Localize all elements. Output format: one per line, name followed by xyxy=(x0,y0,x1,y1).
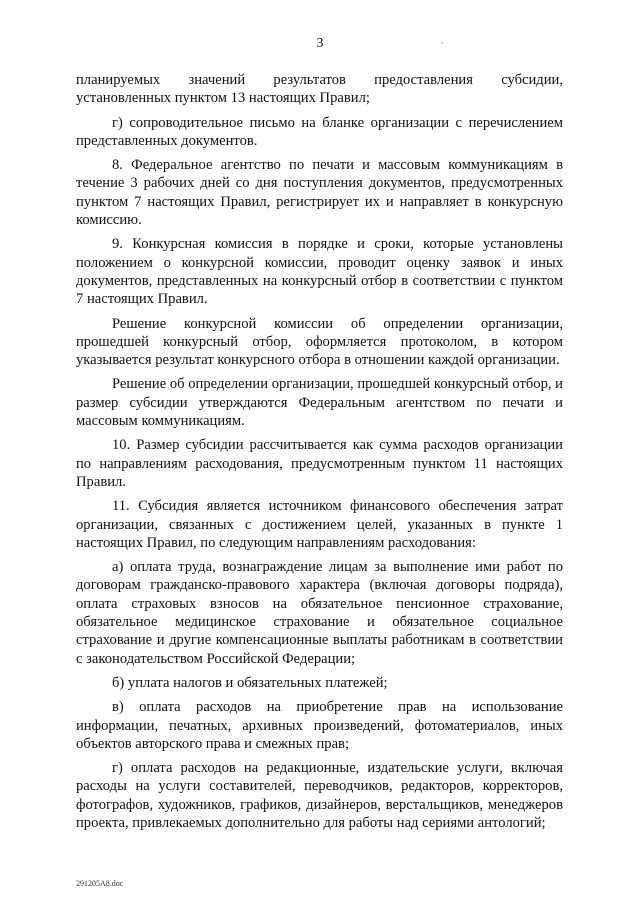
paragraph-11: 11. Субсидия является источником финансового обеспечения затрат организации, связанных с достижением целей, указанных в пункте 1 настоящих Правил, по следующим направлениям расходования: xyxy=(76,498,563,551)
paragraph-11g: г) оплата расходов на редакционные, издательские услуги, включая расходы на услуги составителей, переводчиков, редакторов, корректоров, фотографов, художников, графиков, дизайнеров, верстальщиков, менеджеров проекта, привлекаемых дополнительно для работы над сериями антологий; xyxy=(76,760,563,831)
scan-speck xyxy=(441,42,443,44)
page-number: 3 xyxy=(316,36,324,51)
paragraph-11b: б) уплата налогов и обязательных платежей; xyxy=(112,674,388,691)
paragraph-9-decision: Решение конкурсной комиссии об определении организации, прошедшей конкурсный отбор, оформляется протоколом, в котором указывается результат конкурсного отбора в отношении каждой организации. xyxy=(76,315,563,369)
footer-file-code: 291205A8.doc xyxy=(76,879,124,888)
paragraph-9-approval: Решение об определении организации, прошедшей конкурсный отбор, и размер субсидии утверждаются Федеральным агентством по печати и массовым коммуникациям. xyxy=(76,376,563,430)
paragraph-11a: а) оплата труда, вознаграждение лицам за выполнение ими работ по договорам гражданско-правового характера (включая договоры подряда), оплата страховых взносов на обязательное пенсионное страхование, обязательное медицинское страхование и обязательное социальное страхование и другие компенсационные выплаты работникам в соответствии с законодательством Российской Федерации; xyxy=(76,559,563,667)
paragraph-8: 8. Федеральное агентство по печати и массовым коммуникациям в течение 3 рабочих дней со дня поступления документов, предусмотренных пунктом 7 настоящих Правил, регистрирует их и направляет в конкурсную комиссию. xyxy=(76,157,563,229)
paragraph-9: 9. Конкурсная комиссия в порядке и сроки, которые установлены положением о конкурсной комиссии, проводит оценку заявок и иных документов, представленных на конкурсный отбор в соответствии с пунктом 7 настоящих Правил. xyxy=(76,236,563,308)
document-body xyxy=(76,71,563,832)
paragraph-11v: в) оплата расходов на приобретение прав на использование информации, печатных, архивных произведений, фотоматериалов, иных объектов авторского права и смежных прав; xyxy=(76,699,563,752)
paragraph-continuation: планируемых значений результатов предоставления субсидии, установленных пунктом 13 настоящих Правил; xyxy=(76,72,563,107)
paragraph-10: 10. Размер субсидии рассчитывается как сумма расходов организации по направлениям расходования, предусмотренным пунктом 11 настоящих Правил. xyxy=(76,437,563,490)
paragraph-7g: г) сопроводительное письмо на бланке организации с перечислением представленных документов. xyxy=(76,114,563,149)
